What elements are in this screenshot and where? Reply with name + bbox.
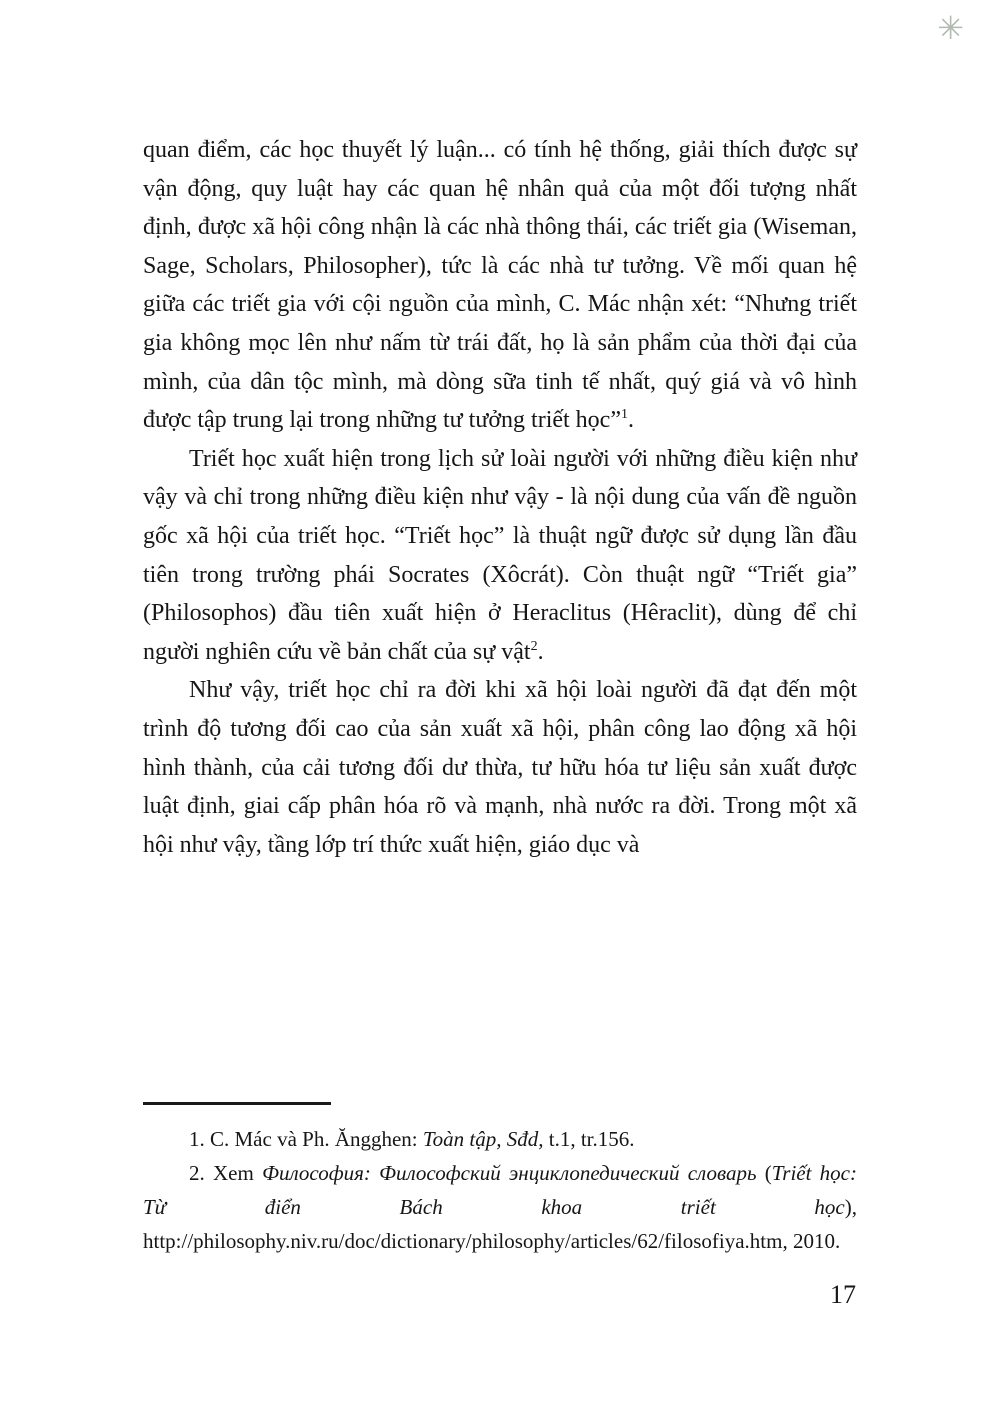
flower-ornament-icon: ✳ bbox=[937, 9, 964, 47]
footnote-1-title: Toàn tập, Sđd, bbox=[422, 1127, 544, 1151]
footnote-1-suffix: t.1, tr.156. bbox=[543, 1127, 635, 1151]
page-number: 17 bbox=[830, 1280, 856, 1309]
footnote-ref-1: 1 bbox=[620, 407, 628, 423]
footnote-separator bbox=[143, 1102, 331, 1105]
paragraph-2 bbox=[143, 440, 857, 672]
footnote-1-prefix: 1. C. Mác và Ph. Ăngghen: bbox=[189, 1127, 423, 1151]
paragraph-1 bbox=[143, 131, 857, 440]
paragraph-2-end: . bbox=[537, 638, 544, 665]
footnote-2 bbox=[143, 1156, 857, 1258]
footnote-2-mid: ( bbox=[756, 1161, 772, 1185]
footnote-2-russian-title: Философия: Философский энциклопедический словарь bbox=[262, 1161, 757, 1185]
footnote-2-prefix: 2. Xem bbox=[189, 1161, 263, 1185]
footnote-ref-2: 2 bbox=[530, 638, 538, 654]
paragraph-3-text: Như vậy, triết học chỉ ra đời khi xã hội loài người đã đạt đến một trình độ tương đối cao của sản xuất xã hội, phân công lao động xã hội hình thành, của cải tương đối dư thừa, tư hữu hóa tư liệu sản xuất được luật định, giai cấp phân hóa rõ và mạnh, nhà nước ra đời. Trong một xã hội như vậy, tầng lớp trí thức xuất hiện, giáo dục và bbox=[143, 677, 857, 858]
footnote-1 bbox=[143, 1122, 857, 1156]
paragraph-2-text: Triết học xuất hiện trong lịch sử loài người với những điều kiện như vậy và chỉ trong những điều kiện như vậy - là nội dung của vấn đề nguồn gốc xã hội của triết học. “Triết học” là thuật ngữ được sử dụng lần đầu tiên trong trường phái Socrates (Xôcrát). Còn thuật ngữ “Triết gia” (Philosophos) đầu tiên xuất hiện ở Heraclitus (Hêraclit), dùng để chỉ người nghiên cứu về bản chất của sự vật bbox=[143, 445, 857, 665]
page-body bbox=[143, 131, 857, 864]
paragraph-1-end: . bbox=[627, 407, 634, 434]
paragraph-1-text: quan điểm, các học thuyết lý luận... có tính hệ thống, giải thích được sự vận động, quy luật hay các quan hệ nhân quả của một đối tượng nhất định, được xã hội công nhận là các nhà thông thái, các triết gia (Wiseman, Sage, Scholars, Philosopher), tức là các nhà tư tưởng. Về mối quan hệ giữa các triết gia với cội nguồn của mình, C. Mác nhận xét: “Nhưng triết gia không mọc lên như nấm từ trái đất, họ là sản phẩm của thời đại của mình, của dân tộc mình, mà dòng sữa tinh tế nhất, quý giá và vô hình được tập trung lại trong những tư tưởng triết học” bbox=[143, 137, 857, 434]
footnotes bbox=[143, 1122, 857, 1258]
footnote-2-url-and-year: ), http://philosophy.niv.ru/doc/dictionary/philosophy/articles/62/filosofiya.htm, 2010. bbox=[143, 1195, 857, 1253]
footnote-2-vietnamese-title: Triết học: Từ điển Bách khoa triết học bbox=[143, 1161, 858, 1219]
paragraph-3 bbox=[143, 671, 857, 864]
